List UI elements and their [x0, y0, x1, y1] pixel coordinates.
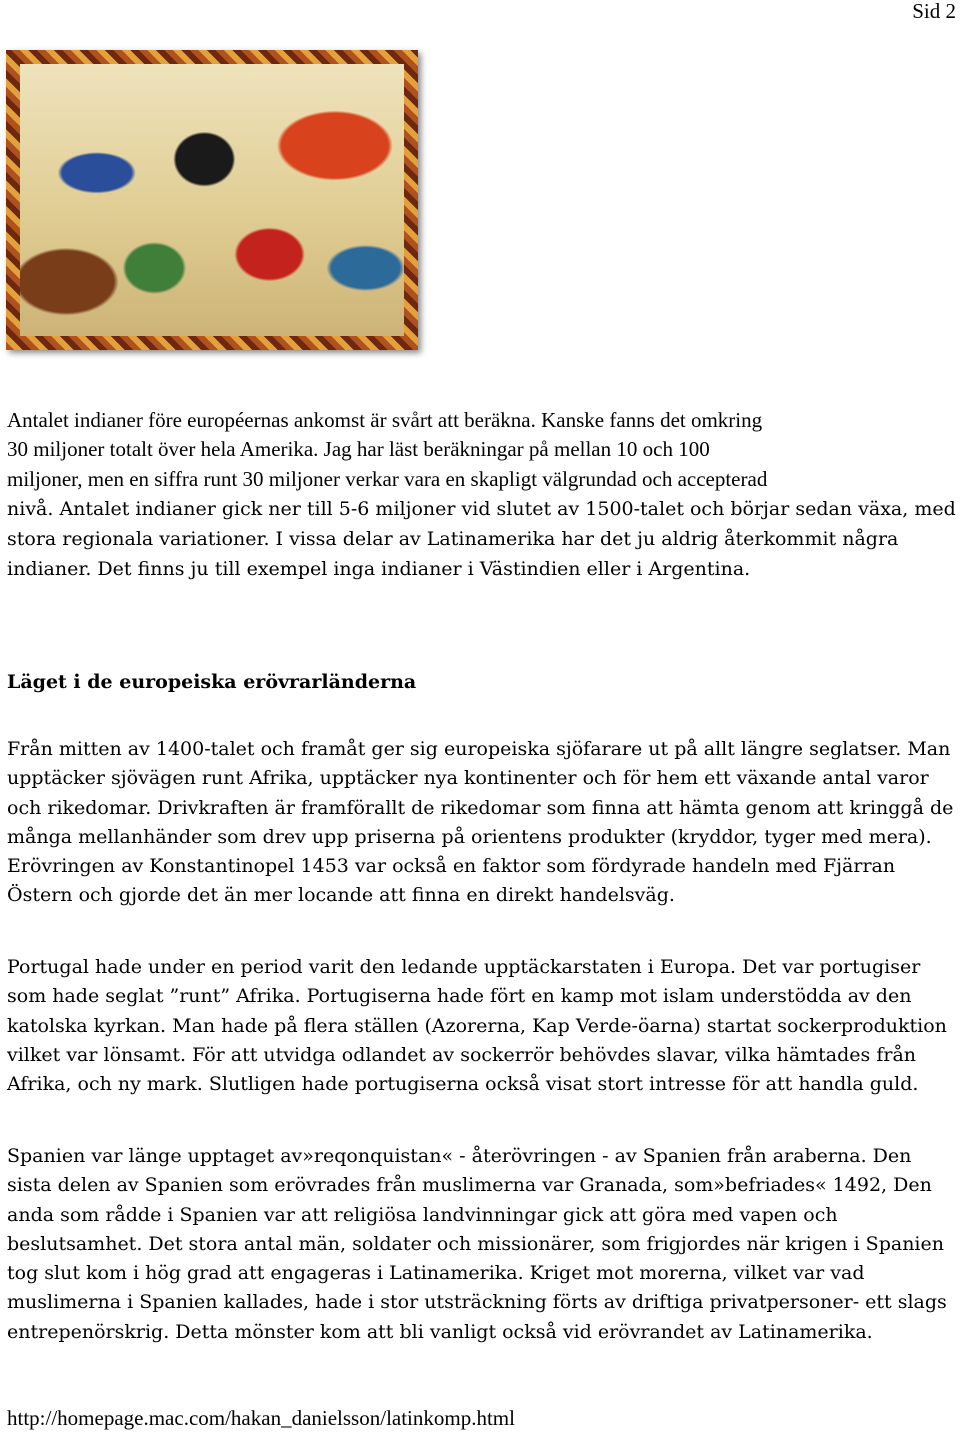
paragraph-1: Från mitten av 1400-talet och framåt ger sig europeiska sjöfarare ut på allt längre seglatser. Man upptäcker sjövägen runt Afrika, upptäcker nya kontinenter och för hem ett växande antal varor och rikedomar. Drivkraften är framförallt de rikedomar som finna att hämta genom att kringgå de många mellanhänder som drev upp priserna på orientens produkter (kryddor, tyger med mera). Erövringen av Konstantinopel 1453 var också en faktor som fördyrade handeln med Fjärran Östern och gjorde det än mer locande att finna en direkt handelsväg. [7, 738, 954, 907]
illustration-painting [20, 64, 404, 336]
aztec-illustration [6, 50, 418, 350]
section-heading: Läget i de europeiska erövrarländerna [7, 671, 417, 693]
footer-url: http://homepage.mac.com/hakan_danielsson/latinkomp.html [7, 1406, 515, 1430]
intro-line-2: 30 miljoner totalt över hela Amerika. Jag har läst beräkningar på mellan 10 och 100 [7, 437, 710, 462]
intro-paragraph [7, 406, 957, 585]
intro-line-3: miljoner, men en siffra runt 30 miljoner verkar vara en skapligt välgrundad och accepterad [7, 466, 768, 491]
page-number: Sid 2 [912, 0, 956, 23]
paragraph-2: Portugal hade under en period varit den ledande upptäckarstaten i Europa. Det var portugiser som hade seglat ”runt” Afrika. Portugiserna hade fört en kamp mot islam understödda av den katolska kyrkan. Man hade på flera ställen (Azorerna, Kap Verde-öarna) startat sockerproduktion vilket var lönsamt. För att utvidga odlandet av sockerrör behövdes slavar, vilka hämtades från Afrika, och ny mark. Slutligen hade portugiserna också visat stort intresse för att handla guld. [7, 956, 947, 1096]
paragraph-3: Spanien var länge upptaget av»reqonquistan« - återövringen - av Spanien från araberna. Den sista delen av Spanien som erövrades från muslimerna var Granada, som»befriades« 1492, Den anda som rådde i Spanien var att religiösa landvinningar gick att göra med vapen och beslutsamhet. Det stora antal män, soldater och missionärer, som frigjordes när krigen i Spanien tog slut kom i hög grad att engageras i Latinamerika. Kriget mot morerna, vilket var vad muslimerna i Spanien kallades, hade i stor utsträckning förts av driftiga privatpersoner- ett slags entrepenörskrig. Detta mönster kom att bli vanligt också vid erövrandet av Latinamerika. [7, 1145, 947, 1343]
intro-rest: nivå. Antalet indianer gick ner till 5-6 miljoner vid slutet av 1500-talet och börjar sedan växa, med stora regionala variationer. I vissa delar av Latinamerika har det ju aldrig återkommit några indianer. Det finns ju till exempel inga indianer i Västindien eller i Argentina. [7, 497, 956, 581]
intro-line-1: Antalet indianer före européernas ankomst är svårt att beräkna. Kanske fanns det omkring [7, 408, 763, 432]
